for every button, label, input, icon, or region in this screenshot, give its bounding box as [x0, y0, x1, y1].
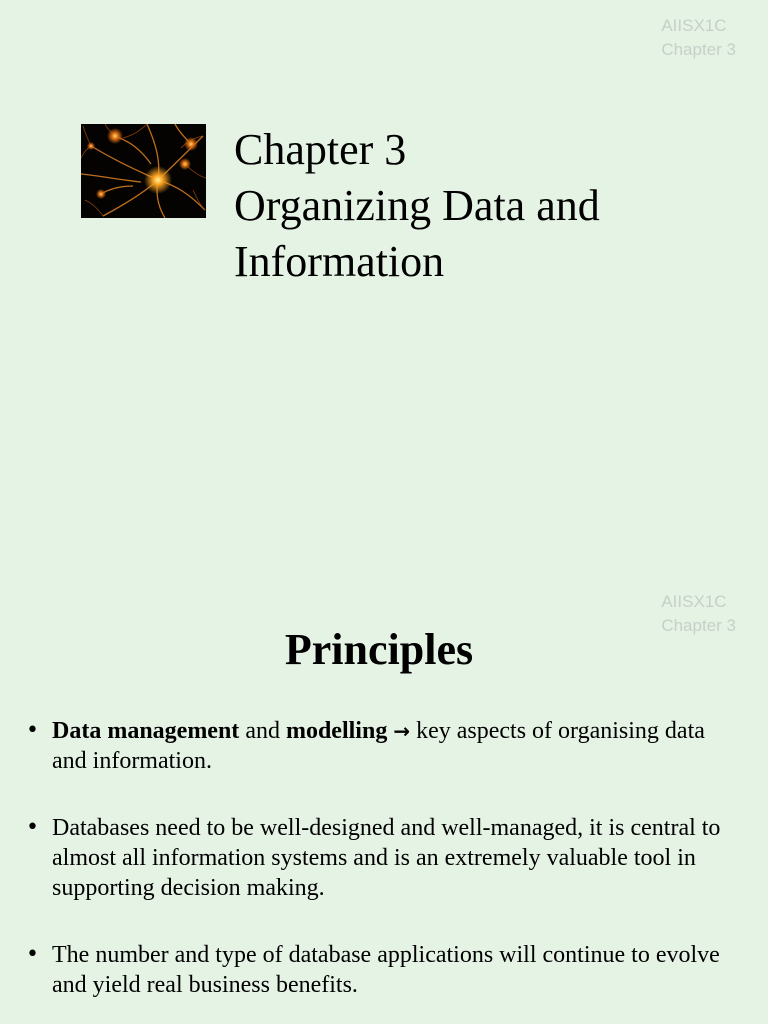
bullet-icon: • [26, 815, 39, 840]
chapter-title-line-1: Organizing Data and [234, 181, 600, 230]
bullet-text: and [239, 718, 286, 744]
bullet-item [26, 940, 726, 1000]
term-data-management: Data management [52, 718, 240, 744]
bullet-text: Databases need to be well-designed and well-managed, it is central to almost all information systems and is an extremely valuable tool in supporting decision making. [52, 815, 721, 901]
bullet-text: The number and type of database applications will continue to evolve and yield real business benefits. [52, 942, 720, 998]
bullet-item [26, 813, 726, 903]
bullet-item [26, 716, 726, 776]
chapter-label: Chapter 3 [661, 40, 736, 59]
chapter-title [234, 122, 734, 290]
principles-slide [0, 576, 768, 1024]
chapter-number: Chapter 3 [234, 125, 407, 174]
course-code: AIISX1C [661, 16, 727, 35]
bullet-text: key aspects of organising data and information. [52, 718, 705, 774]
bullet-list [26, 716, 726, 1024]
chapter-title-line-2: Information [234, 237, 445, 286]
slide-title: Principles [284, 625, 474, 674]
arrow-right-icon: → [393, 719, 411, 743]
term-modelling: modelling [285, 718, 388, 744]
neuron-network-image [81, 124, 206, 218]
slide-header-tag [661, 14, 736, 62]
course-code: AIISX1C [661, 592, 727, 611]
bullet-icon: • [26, 942, 39, 967]
chapter-label: Chapter 3 [661, 616, 736, 635]
bullet-icon: • [26, 718, 39, 743]
